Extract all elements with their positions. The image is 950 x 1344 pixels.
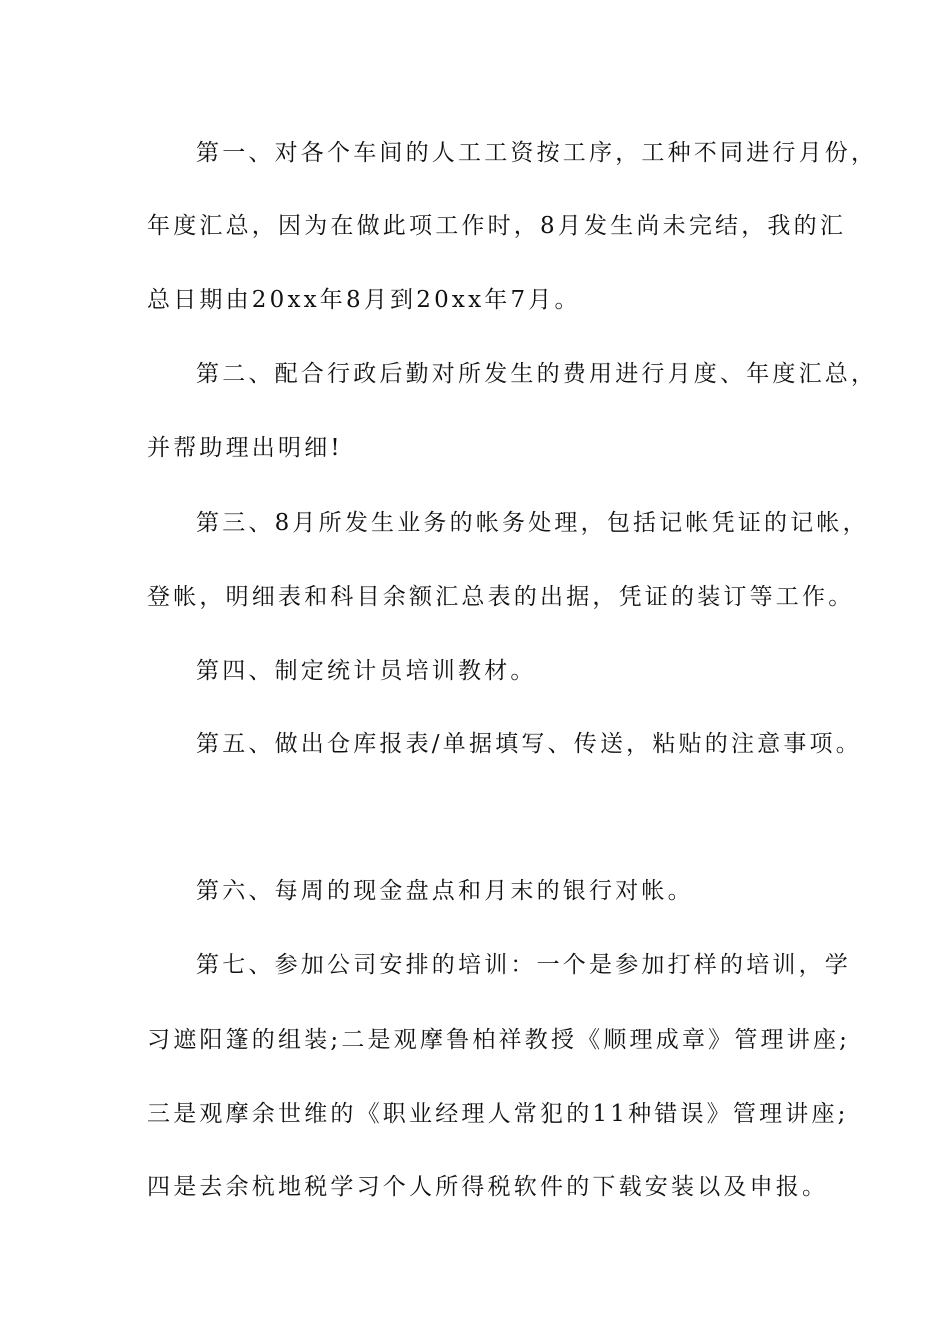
text-line: 习遮阳篷的组装;二是观摩鲁柏祥教授《顺理成章》管理讲座;	[147, 1027, 851, 1053]
text-line: 并帮助理出明细!	[147, 435, 343, 461]
text-line: 第七、参加公司安排的培训：一个是参加打样的培训，学	[196, 952, 851, 978]
text-line: 第四、制定统计员培训教材。	[196, 658, 537, 684]
text-line: 第六、每周的现金盘点和月末的银行对帐。	[196, 878, 694, 904]
text-line: 总日期由20xx年8月到20xx年7月。	[147, 287, 581, 313]
text-line: 第一、对各个车间的人工工资按工序，工种不同进行月份，	[196, 140, 878, 166]
text-line: 第二、配合行政后勤对所发生的费用进行月度、年度汇总，	[196, 361, 878, 387]
text-line: 第三、8月所发生业务的帐务处理，包括记帐凭证的记帐，	[196, 510, 869, 536]
text-line: 年度汇总，因为在做此项工作时，8月发生尚未完结，我的汇	[147, 213, 847, 239]
text-line: 第五、做出仓库报表/单据填写、传送，粘贴的注意事项。	[196, 731, 862, 757]
text-line: 四是去余杭地税学习个人所得税软件的下载安装以及申报。	[147, 1174, 829, 1200]
text-line: 三是观摩余世维的《职业经理人常犯的11种错误》管理讲座;	[147, 1101, 849, 1127]
text-line: 登帐，明细表和科目余额汇总表的出据，凭证的装订等工作。	[147, 584, 855, 610]
